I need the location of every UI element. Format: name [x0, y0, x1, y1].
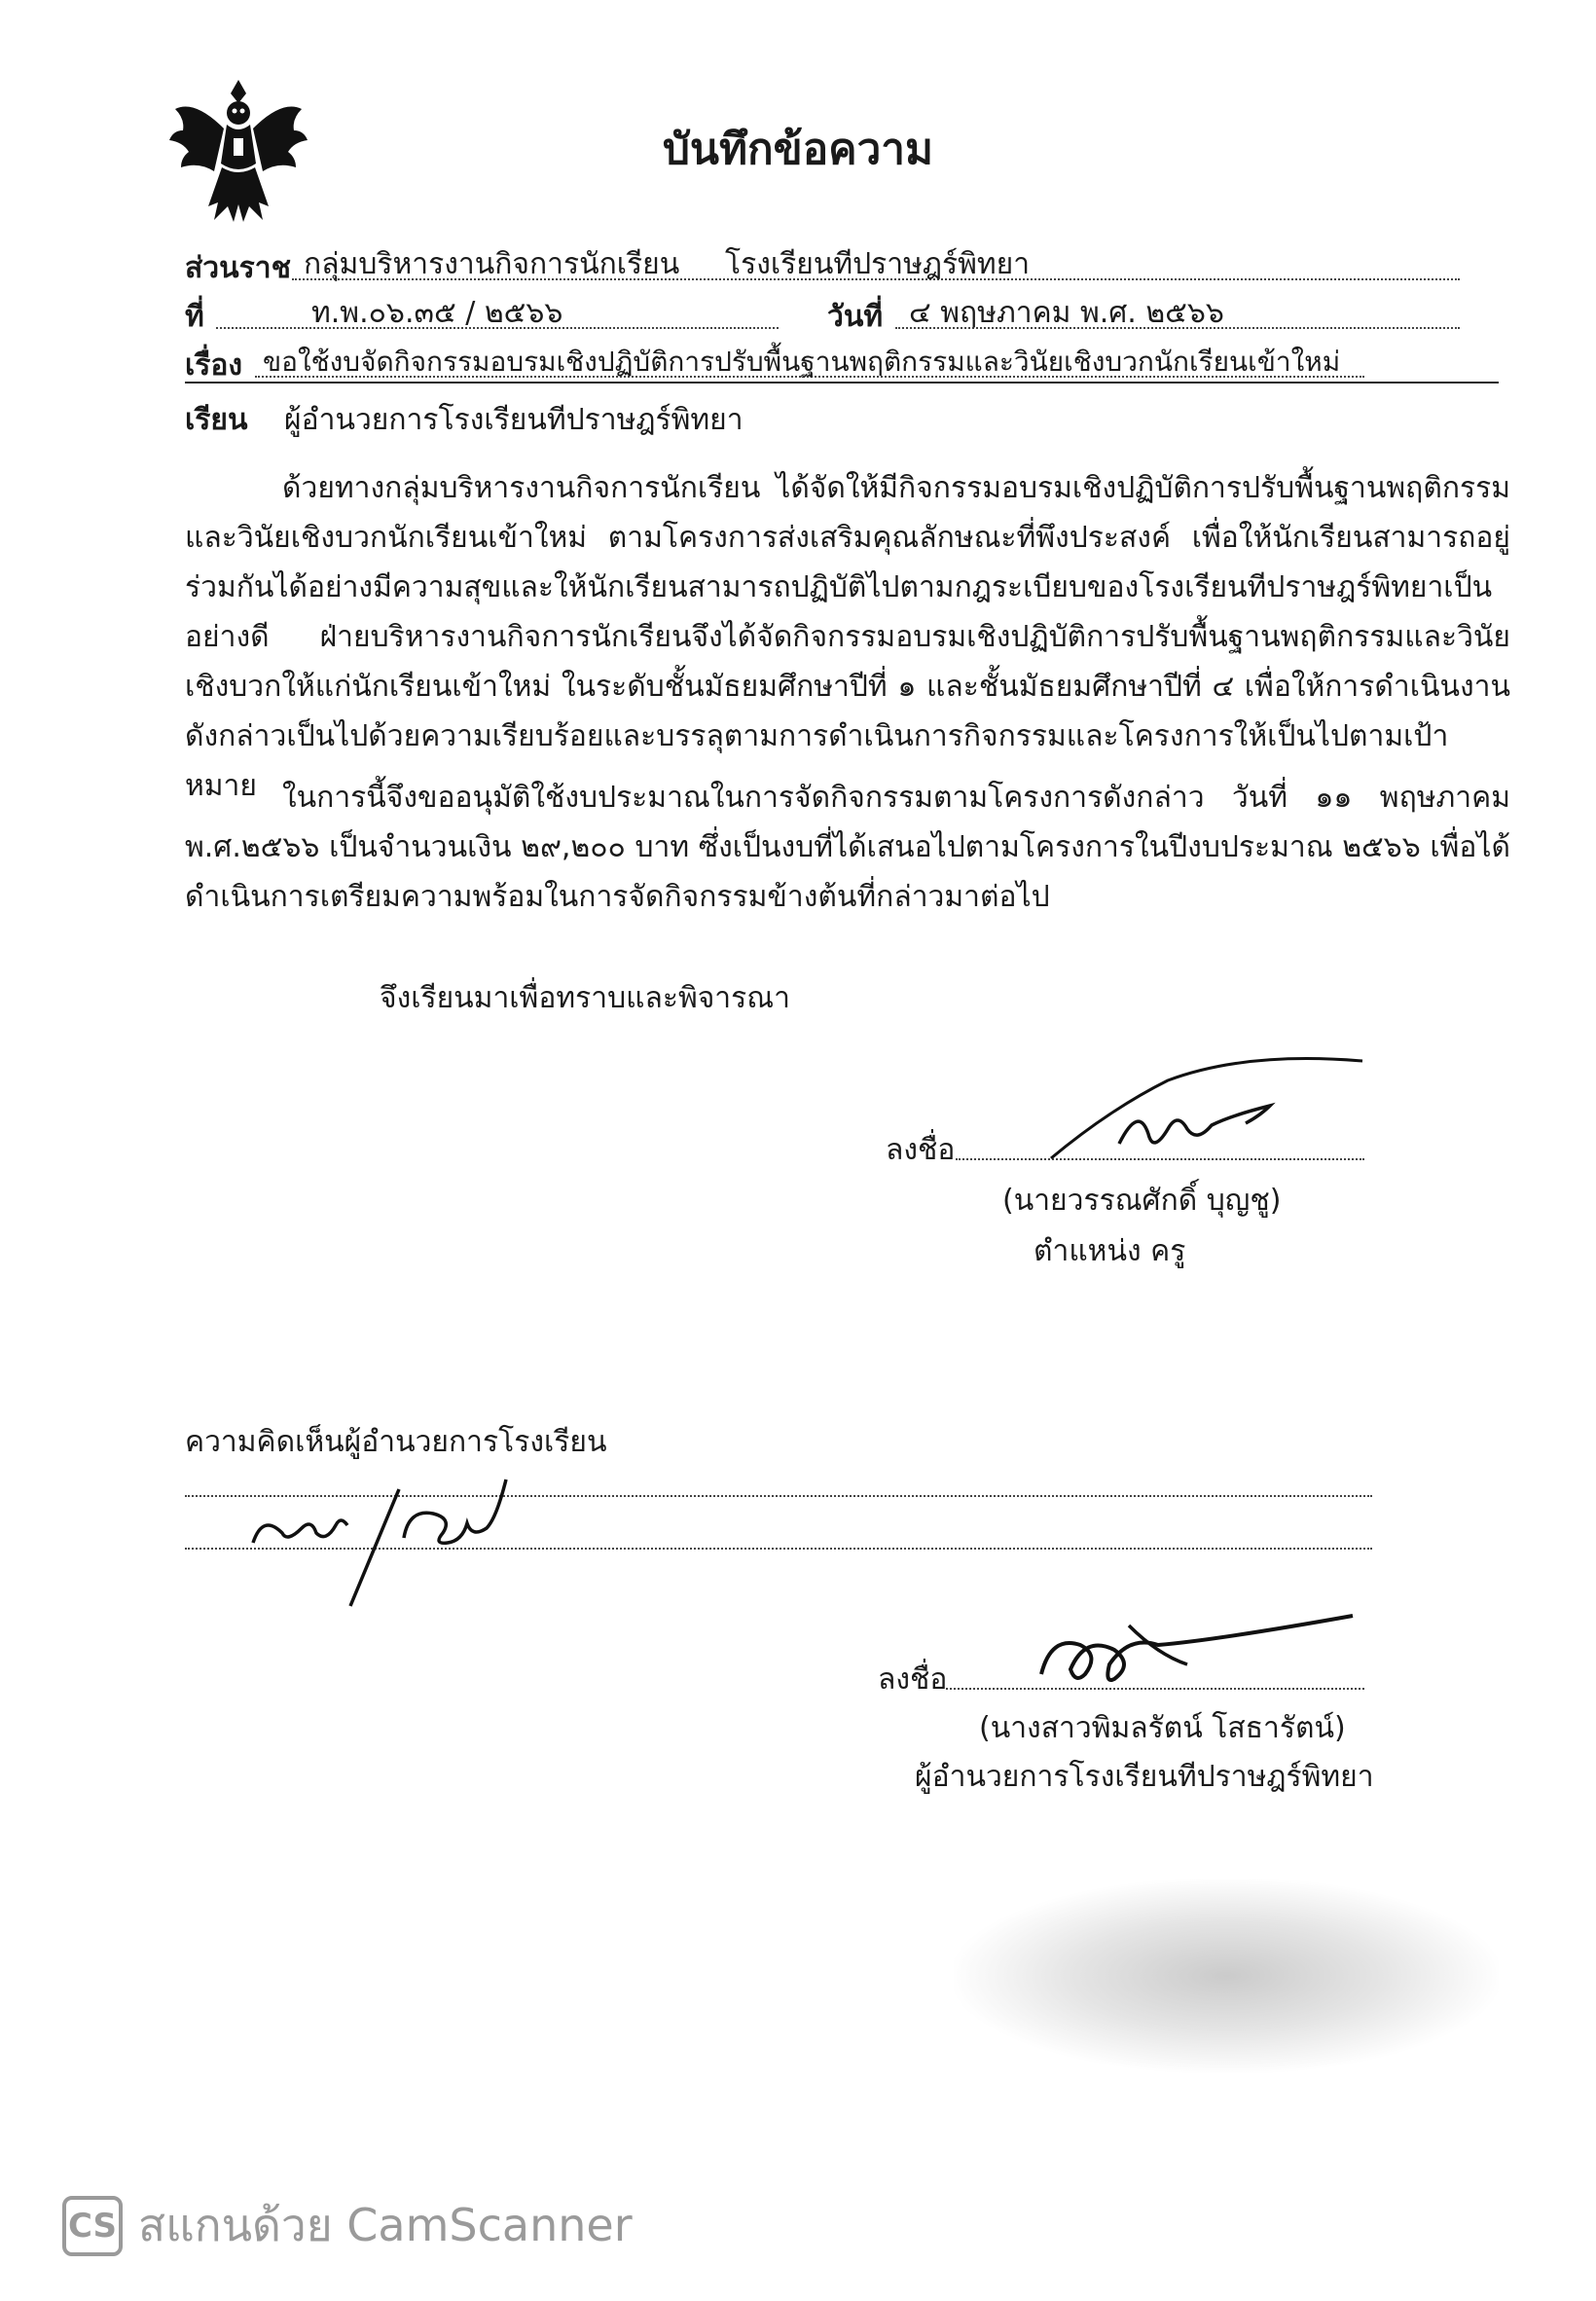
department-value: กลุ่มบริหารงานกิจการนักเรียน: [304, 247, 680, 281]
camscanner-logo-icon: CS: [62, 2196, 123, 2256]
director-handwritten-note-icon: [243, 1460, 555, 1616]
to-value: ผู้อำนวยการโรงเรียนทีปราษฎร์พิทยา: [284, 403, 744, 437]
camscanner-text: สแกนด้วย CamScanner: [138, 2199, 633, 2251]
ref-value: ท.พ.๐๖.๓๕ / ๒๕๖๖: [311, 296, 563, 330]
director-signature-icon: [1022, 1596, 1392, 1703]
signer1-signature-icon: [1032, 1051, 1382, 1168]
signer1-position: ตำแหน่ง ครู: [1034, 1234, 1186, 1268]
date-label: วันที่: [827, 300, 884, 334]
director-opinion-label: ความคิดเห็นผู้อำนวยการโรงเรียน: [185, 1425, 607, 1459]
camscanner-watermark: [62, 2190, 633, 2261]
date-value: ๔ พฤษภาคม พ.ศ. ๒๕๖๖: [909, 296, 1224, 330]
body-paragraph-1: ด้วยทางกลุ่มบริหารงานกิจการนักเรียน ได้จัดให้มีกิจกรรมอบรมเชิงปฏิบัติการปรับพื้นฐานพฤติกรรมและวินัยเชิงบวกนักเรียนเข้าใหม่ ตามโครงการส่งเสริมคุณลักษณะที่พึงประสงค์ เพื่อให้นักเรียนสามารถอยู่ร่วมกันได้อย่างมีความสุขและให้นักเรียนสามารถปฏิบัติไปตามกฎระเบียบของโรงเรียนทีปราษฎร์พิทยาเป็นอย่างดี ฝ่ายบริหารงานกิจการนักเรียนจึงได้จัดกิจกรรมอบรมเชิงปฏิบัติการปรับพื้นฐานพฤติกรรมและวินัยเชิงบวกให้แก่นักเรียนเข้าใหม่ ในระดับชั้นมัธยมศึกษาปีที่ ๑ และชั้นมัธยมศึกษาปีที่ ๔ เพื่อให้การดำเนินงานดังกล่าวเป็นไปด้วยความเรียบร้อยและบรรลุตามการดำเนินการกิจกรรมและโครงการให้เป็นไปตามเป้าหมาย: [185, 471, 1510, 803]
document-title: บันทึกข้อความ: [662, 125, 933, 174]
signer1-name: (นายวรรณศักดิ์ บุญชู): [1002, 1184, 1282, 1218]
subject-label: เรื่อง: [185, 348, 243, 383]
school-value: โรงเรียนทีปราษฎร์พิทยา: [725, 247, 1031, 281]
ref-label: ที่: [185, 300, 204, 334]
subject-value: ขอใช้งบจัดกิจกรรมอบรมเชิงปฏิบัติการปรับพื้นฐานพฤติกรรมและวินัยเชิงบวกนักเรียนเข้าใหม่: [263, 346, 1341, 378]
department-label: ส่วนราช: [185, 251, 291, 285]
header-divider: [185, 382, 1499, 384]
signer1-sign-label: ลงชื่อ: [886, 1133, 956, 1167]
director-name: (นางสาวพิมลรัตน์ โสธารัตน์): [979, 1711, 1346, 1745]
scan-smudge: [954, 1879, 1499, 2073]
body-paragraph-2: ในการนี้จึงขออนุมัติใช้งบประมาณในการจัดกิจกรรมตามโครงการดังกล่าว วันที่ ๑๑ พฤษภาคม พ.ศ.๒๕๖๖ เป็นจำนวนเงิน ๒๙,๒๐๐ บาท ซึ่งเป็นงบที่ได้เสนอไปตามโครงการในปีงบประมาณ ๒๕๖๖ เพื่อได้ดำเนินการเตรียมความพร้อมในการจัดกิจกรรมข้างต้นที่กล่าวมาต่อไป: [185, 781, 1510, 914]
closing-text: จึงเรียนมาเพื่อทราบและพิจารณา: [380, 981, 790, 1015]
director-position: ผู้อำนวยการโรงเรียนทีปราษฎร์พิทยา: [915, 1760, 1374, 1794]
director-sign-label: ลงชื่อ: [878, 1662, 948, 1697]
to-label: เรียน: [185, 403, 248, 437]
